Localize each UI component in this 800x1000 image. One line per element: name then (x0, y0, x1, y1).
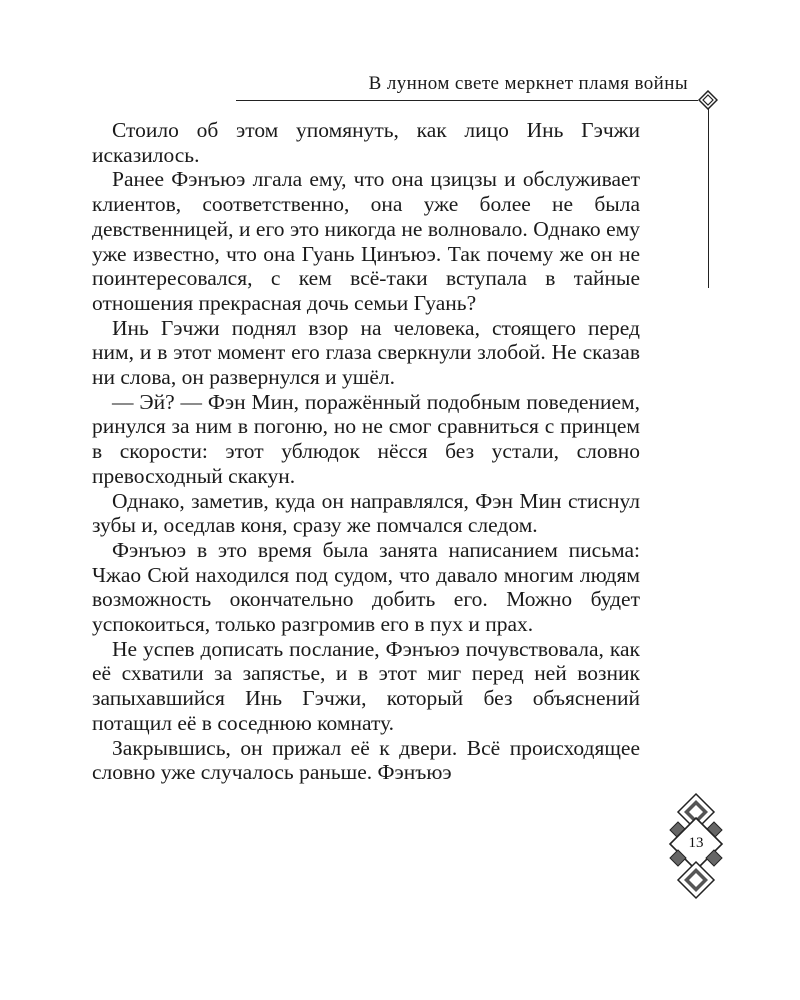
paragraph: Не успев дописать послание, Фэнъюэ почувствовала, как её схватили за запястье, и в этот миг перед ней возник запыхавшийся Инь Гэчжи, который без объяснений потащил её в соседнюю комнату. (92, 636, 640, 735)
body-text (92, 118, 640, 785)
folio (664, 792, 728, 902)
paragraph: — Эй? — Фэн Мин, поражённый подобным поведением, ринулся за ним в погоню, но не смог сравниться с принцем в скорости: этот ублюдок нёсся без устали, словно превосходный скакун. (92, 389, 640, 488)
vertical-rule (708, 108, 709, 288)
paragraph: Однако, заметив, куда он направлялся, Фэн Мин стиснул зубы и, оседлав коня, сразу же помчался следом. (92, 488, 640, 538)
paragraph: Фэнъюэ в это время была занята написанием письма: Чжао Сюй находился под судом, что давало многим людям возможность окончательно добить его. Можно будет успокоиться, только разгромив его в пух и прах. (92, 537, 640, 637)
page-number: 13 (688, 835, 704, 851)
paragraph: Закрывшись, он прижал её к двери. Всё происходящее словно уже случалось раньше. Фэнъюэ (92, 735, 640, 785)
header-rule (236, 100, 698, 101)
running-title: В лунном свете меркнет пламя войны (368, 73, 688, 94)
paragraph: Стоило об этом упомянуть, как лицо Инь Гэчжи исказилось. (92, 118, 640, 167)
header-diamond-ornament (698, 90, 718, 110)
paragraph: Инь Гэчжи поднял взор на человека, стоящего перед ним, и в этот момент его глаза сверкнули злобой. Не сказав ни слова, он развернулся и ушёл. (92, 315, 640, 390)
running-header (236, 60, 706, 100)
paragraph: Ранее Фэнъюэ лгала ему, что она цзицзы и обслуживает клиентов, соответственно, она уже более не была девственницей, и его это никогда не волновало. Однако ему уже известно, что она Гуань Цинъюэ. Так почему же он не поинтересовался, с кем всё-таки вступала в тайные отношения прекрасная дочь семьи Гуань? (92, 167, 640, 315)
